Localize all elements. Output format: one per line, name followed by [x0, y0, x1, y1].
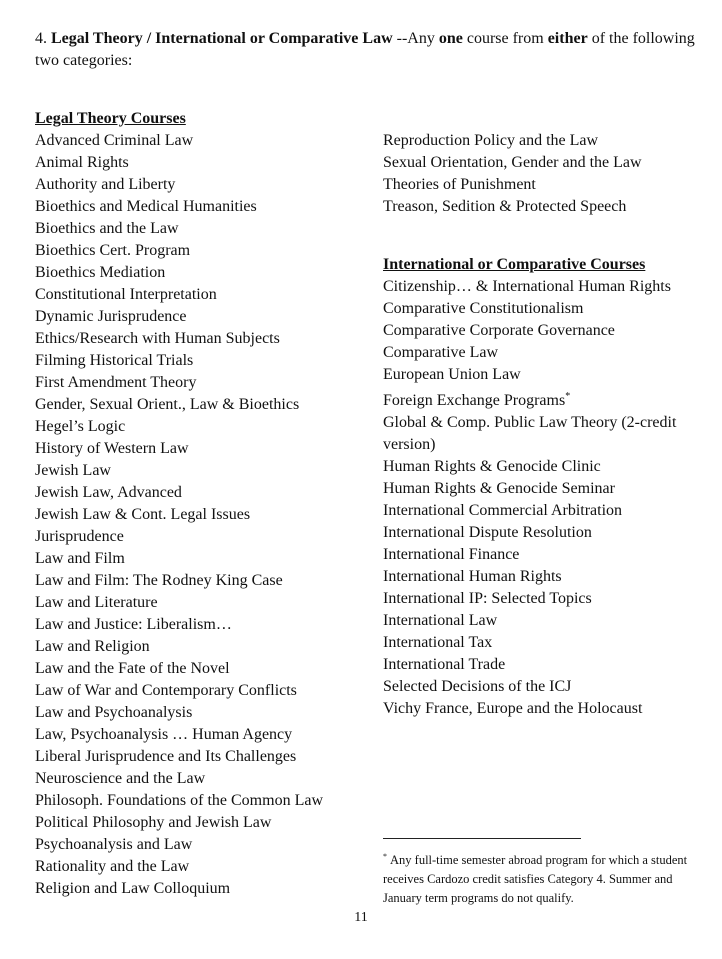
- course-name: Advanced Criminal Law: [35, 132, 194, 149]
- course-name: Law and Psychoanalysis: [35, 704, 193, 721]
- course-name: Law and the Fate of the Novel: [35, 660, 230, 677]
- course-name: Jewish Law & Cont. Legal Issues: [35, 506, 251, 523]
- course-item: [35, 592, 365, 614]
- course-name: International Trade: [383, 656, 506, 673]
- course-name: Neuroscience and the Law: [35, 770, 206, 787]
- course-name: Gender, Sexual Orient., Law & Bioethics: [35, 396, 300, 413]
- course-name: Selected Decisions of the ICJ: [383, 678, 572, 695]
- course-item: [383, 196, 703, 218]
- course-name: Jewish Law, Advanced: [35, 484, 182, 501]
- course-name: Citizenship… & International Human Rights: [383, 278, 671, 295]
- course-item: [35, 812, 365, 834]
- intro-emphasis-one: one: [438, 30, 463, 47]
- course-name: Comparative Constitutionalism: [383, 300, 584, 317]
- course-item: [35, 350, 365, 372]
- course-name: Liberal Jurisprudence and Its Challenges: [35, 748, 297, 765]
- course-name: International Finance: [383, 546, 520, 563]
- course-item: [383, 698, 703, 720]
- course-item: [35, 702, 365, 724]
- course-item: [35, 306, 365, 328]
- course-name: History of Western Law: [35, 440, 189, 457]
- course-name: Reproduction Policy and the Law: [383, 132, 599, 149]
- course-item: [383, 522, 703, 544]
- course-item: [383, 174, 703, 196]
- intro-text-c: of the following two categories:: [35, 30, 695, 69]
- course-item: [35, 768, 365, 790]
- course-name: Dynamic Jurisprudence: [35, 308, 187, 325]
- course-item: [35, 394, 365, 416]
- course-item: [35, 570, 365, 592]
- course-name: Law and Religion: [35, 638, 150, 655]
- intro-emphasis-either: either: [547, 30, 588, 47]
- course-item: [383, 588, 703, 610]
- page-number: 11: [354, 910, 368, 925]
- course-item: [35, 130, 365, 152]
- course-item: [35, 790, 365, 812]
- course-item: [35, 526, 365, 548]
- course-item: [35, 548, 365, 570]
- course-item: [35, 174, 365, 196]
- course-name: International Dispute Resolution: [383, 524, 592, 541]
- footnote-text: Any full-time semester abroad program for which a student receives Cardozo credit satisfies Category 4. Summer and January term programs do not qualify.: [383, 853, 688, 905]
- legal-theory-column: [35, 108, 365, 900]
- course-item: [383, 342, 703, 364]
- footnote-divider: [383, 838, 581, 839]
- course-name: Filming Historical Trials: [35, 352, 194, 369]
- legal-theory-continued-list: [383, 130, 703, 218]
- course-name: Treason, Sedition & Protected Speech: [383, 198, 627, 215]
- right-column: [383, 130, 703, 720]
- course-item: [383, 566, 703, 588]
- course-item: [35, 680, 365, 702]
- course-name: International Tax: [383, 634, 493, 651]
- course-name: Hegel’s Logic: [35, 418, 126, 435]
- course-name: Vichy France, Europe and the Holocaust: [383, 700, 643, 717]
- course-name: Sexual Orientation, Gender and the Law: [383, 154, 642, 171]
- course-item: [35, 614, 365, 636]
- course-name: Foreign Exchange Programs: [383, 392, 566, 409]
- course-item: [35, 482, 365, 504]
- course-name: Bioethics Cert. Program: [35, 242, 191, 259]
- course-item: [383, 320, 703, 342]
- course-name: Human Rights & Genocide Clinic: [383, 458, 601, 475]
- course-name: Bioethics and Medical Humanities: [35, 198, 257, 215]
- course-item: [383, 676, 703, 698]
- course-item: [35, 240, 365, 262]
- course-name: Animal Rights: [35, 154, 129, 171]
- legal-theory-list: [35, 130, 365, 900]
- course-name: International IP: Selected Topics: [383, 590, 592, 607]
- course-item: [35, 372, 365, 394]
- course-name: First Amendment Theory: [35, 374, 197, 391]
- course-name: European Union Law: [383, 366, 521, 383]
- course-name: Constitutional Interpretation: [35, 286, 217, 303]
- course-name: Philosoph. Foundations of the Common Law: [35, 792, 323, 809]
- course-name: Rationality and the Law: [35, 858, 190, 875]
- intro-text-a: --Any: [396, 30, 435, 47]
- intro-text-b: course from: [466, 30, 544, 47]
- course-name: International Human Rights: [383, 568, 562, 585]
- course-name: International Commercial Arbitration: [383, 502, 623, 519]
- course-item: [383, 276, 703, 298]
- course-item: [383, 500, 703, 522]
- course-name: Psychoanalysis and Law: [35, 836, 193, 853]
- course-item: [35, 746, 365, 768]
- course-item: [35, 636, 365, 658]
- course-item: [383, 364, 703, 386]
- course-name: Human Rights & Genocide Seminar: [383, 480, 615, 497]
- international-heading: International or Comparative Courses: [383, 256, 646, 273]
- course-item: [383, 298, 703, 320]
- course-item: [35, 328, 365, 350]
- course-name: Comparative Law: [383, 344, 499, 361]
- course-name: Political Philosophy and Jewish Law: [35, 814, 272, 831]
- course-name: Theories of Punishment: [383, 176, 536, 193]
- course-item: [383, 654, 703, 676]
- course-item: [35, 658, 365, 680]
- course-name: Authority and Liberty: [35, 176, 176, 193]
- course-name: Law and Film: [35, 550, 125, 567]
- course-name: Religion and Law Colloquium: [35, 880, 231, 897]
- international-list: [383, 276, 703, 720]
- course-item: [35, 878, 365, 900]
- course-item: [383, 130, 703, 152]
- course-item: [35, 504, 365, 526]
- course-item: [35, 218, 365, 240]
- footnote: [383, 847, 693, 908]
- course-name: Law and Justice: Liberalism…: [35, 616, 232, 633]
- course-name: Ethics/Research with Human Subjects: [35, 330, 280, 347]
- course-item: [35, 724, 365, 746]
- course-item: [383, 152, 703, 174]
- course-item: [383, 386, 703, 412]
- category-title: Legal Theory / International or Comparative Law: [51, 30, 393, 47]
- course-name: Law of War and Contemporary Conflicts: [35, 682, 297, 699]
- course-item: [35, 262, 365, 284]
- legal-theory-heading: Legal Theory Courses: [35, 110, 186, 127]
- course-item: [383, 632, 703, 654]
- footnote-marker: *: [383, 852, 387, 861]
- course-name: Jewish Law: [35, 462, 111, 479]
- course-name: Comparative Corporate Governance: [383, 322, 615, 339]
- course-name: Bioethics and the Law: [35, 220, 179, 237]
- course-item: [383, 478, 703, 500]
- course-name: Bioethics Mediation: [35, 264, 166, 281]
- course-name: Jurisprudence: [35, 528, 124, 545]
- course-name: International Law: [383, 612, 498, 629]
- course-item: [383, 456, 703, 478]
- course-item: [35, 196, 365, 218]
- course-item: [35, 856, 365, 878]
- category-intro: [35, 28, 695, 72]
- category-number: 4.: [35, 30, 47, 47]
- course-item: [35, 438, 365, 460]
- course-item: [383, 610, 703, 632]
- course-item: [383, 412, 703, 456]
- course-item: [35, 460, 365, 482]
- course-item: [383, 544, 703, 566]
- footnote-reference-marker: *: [565, 391, 571, 402]
- course-name: Law and Literature: [35, 594, 158, 611]
- course-item: [35, 416, 365, 438]
- course-name: Law, Psychoanalysis … Human Agency: [35, 726, 293, 743]
- course-name: Global & Comp. Public Law Theory (2-credit version): [383, 414, 677, 453]
- course-item: [35, 284, 365, 306]
- course-item: [35, 152, 365, 174]
- course-name: Law and Film: The Rodney King Case: [35, 572, 283, 589]
- section-spacer: [383, 218, 703, 254]
- course-item: [35, 834, 365, 856]
